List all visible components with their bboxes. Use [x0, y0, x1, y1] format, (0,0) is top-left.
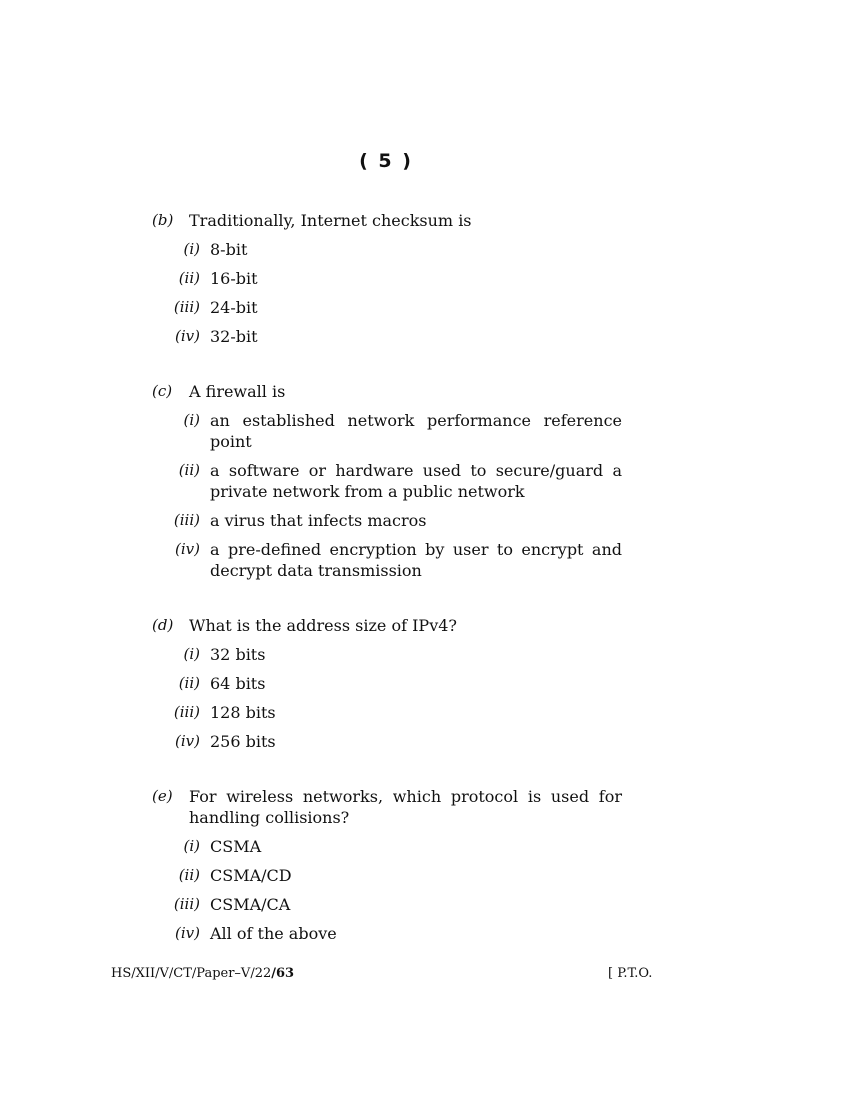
option-text: 128 bits	[210, 703, 276, 722]
option-number: (i)	[183, 645, 200, 663]
footer-serial: /63	[271, 966, 295, 981]
option-text: a pre-defined encryption by user to encrypt and decrypt data transmission	[210, 540, 622, 580]
option-item	[152, 410, 622, 452]
option-number: (iii)	[173, 703, 200, 721]
option-number: (iv)	[175, 732, 200, 750]
option-text: 16-bit	[210, 269, 258, 288]
option-text: a software or hardware used to secure/guard a private network from a public network	[210, 461, 622, 501]
option-number: (iv)	[175, 327, 200, 345]
option-text: CSMA/CD	[210, 866, 292, 885]
question-c	[152, 381, 622, 581]
question-letter: (b)	[152, 211, 174, 229]
option-item	[152, 673, 622, 694]
option-item	[152, 239, 622, 260]
footer-pto: [ P.T.O.	[608, 966, 653, 981]
option-item	[152, 923, 622, 944]
option-number: (ii)	[178, 461, 200, 479]
option-number: (i)	[183, 837, 200, 855]
option-item	[152, 836, 622, 857]
option-number: (iv)	[175, 540, 200, 558]
option-number: (iv)	[175, 924, 200, 942]
option-number: (i)	[183, 240, 200, 258]
option-text: a virus that infects macros	[210, 511, 427, 530]
option-text: 32 bits	[210, 645, 266, 664]
question-text: Traditionally, Internet checksum is	[189, 211, 472, 230]
option-item	[152, 702, 622, 723]
question-e	[152, 786, 622, 944]
question-text: What is the address size of IPv4?	[189, 616, 457, 635]
footer-paper-code	[111, 966, 294, 981]
option-item	[152, 460, 622, 502]
question-letter: (e)	[152, 787, 173, 805]
footer-code-text: HS/XII/V/CT/Paper–V/22	[111, 966, 272, 981]
option-text: 64 bits	[210, 674, 266, 693]
option-text: an established network performance reference point	[210, 411, 622, 451]
option-text: CSMA	[210, 837, 262, 856]
option-item	[152, 539, 622, 581]
option-item	[152, 326, 622, 347]
option-text: 8-bit	[210, 240, 248, 259]
question-letter: (d)	[152, 616, 174, 634]
option-list	[152, 836, 622, 944]
question-text: A firewall is	[189, 382, 286, 401]
question-letter: (c)	[152, 382, 173, 400]
option-number: (ii)	[178, 866, 200, 884]
question-d	[152, 615, 622, 752]
option-list	[152, 410, 622, 581]
option-number: (iii)	[173, 298, 200, 316]
option-number: (iii)	[173, 895, 200, 913]
option-number: (i)	[183, 411, 200, 429]
option-item	[152, 894, 622, 915]
option-number: (iii)	[173, 511, 200, 529]
option-text: 256 bits	[210, 732, 276, 751]
option-item	[152, 865, 622, 886]
option-item	[152, 268, 622, 289]
option-item	[152, 644, 622, 665]
question-b	[152, 210, 622, 347]
question-text: For wireless networks, which protocol is used for handling collisions?	[189, 787, 622, 827]
option-item	[152, 510, 622, 531]
option-list	[152, 239, 622, 347]
option-text: All of the above	[210, 924, 337, 943]
page-number: ( 5 )	[359, 150, 413, 172]
option-text: 24-bit	[210, 298, 258, 317]
option-list	[152, 644, 622, 752]
option-number: (ii)	[178, 269, 200, 287]
option-number: (ii)	[178, 674, 200, 692]
option-item	[152, 731, 622, 752]
option-text: 32-bit	[210, 327, 258, 346]
option-text: CSMA/CA	[210, 895, 291, 914]
option-item	[152, 297, 622, 318]
